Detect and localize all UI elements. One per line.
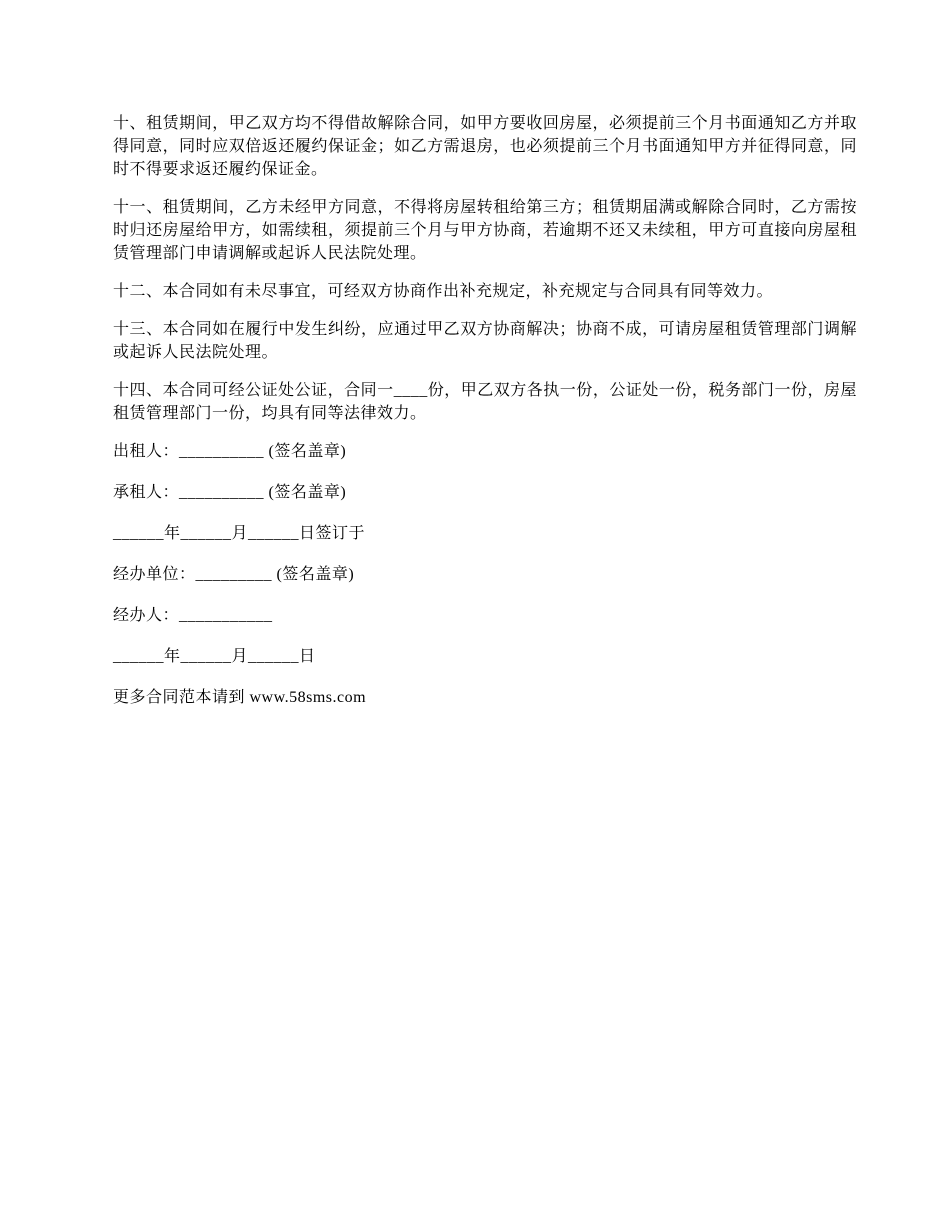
clause-paragraph-14: 十四、本合同可经公证处公证，合同一____份，甲乙双方各执一份，公证处一份，税务部门一份，房屋租赁管理部门一份，均具有同等法律效力。 <box>113 382 857 422</box>
handler-line: 经办人：___________ <box>113 607 273 624</box>
lessee-signature-line: 承租人：__________ (签名盖章) <box>113 484 347 501</box>
footer-more-templates-note: 更多合同范本请到 www.58sms.com <box>113 689 367 706</box>
clause-paragraph-11: 十一、租赁期间，乙方未经甲方同意，不得将房屋转租给第三方；租赁期届满或解除合同时，乙方需按时归还房屋给甲方，如需续租，须提前三个月与甲方协商，若逾期不还又未续租，甲方可直接向房屋租赁管理部门申请调解或起诉人民法院处理。 <box>113 199 857 262</box>
lessor-signature-line: 出租人：__________ (签名盖章) <box>113 443 347 460</box>
clause-paragraph-10: 十、租赁期间，甲乙双方均不得借故解除合同，如甲方要收回房屋，必须提前三个月书面通知乙方并取得同意，同时应双倍返还履约保证金；如乙方需退房，也必须提前三个月书面通知甲方并征得同意，同时不得要求返还履约保证金。 <box>113 115 857 178</box>
clause-paragraph-12: 十二、本合同如有未尽事宜，可经双方协商作出补充规定，补充规定与合同具有同等效力。 <box>113 283 774 300</box>
signing-date-line: ______年______月______日签订于 <box>113 525 366 542</box>
handling-unit-line: 经办单位：_________ (签名盖章) <box>113 566 355 583</box>
clause-paragraph-13: 十三、本合同如在履行中发生纠纷，应通过甲乙双方协商解决；协商不成，可请房屋租赁管理部门调解或起诉人民法院处理。 <box>113 321 857 361</box>
date-line: ______年______月______日 <box>113 648 316 665</box>
